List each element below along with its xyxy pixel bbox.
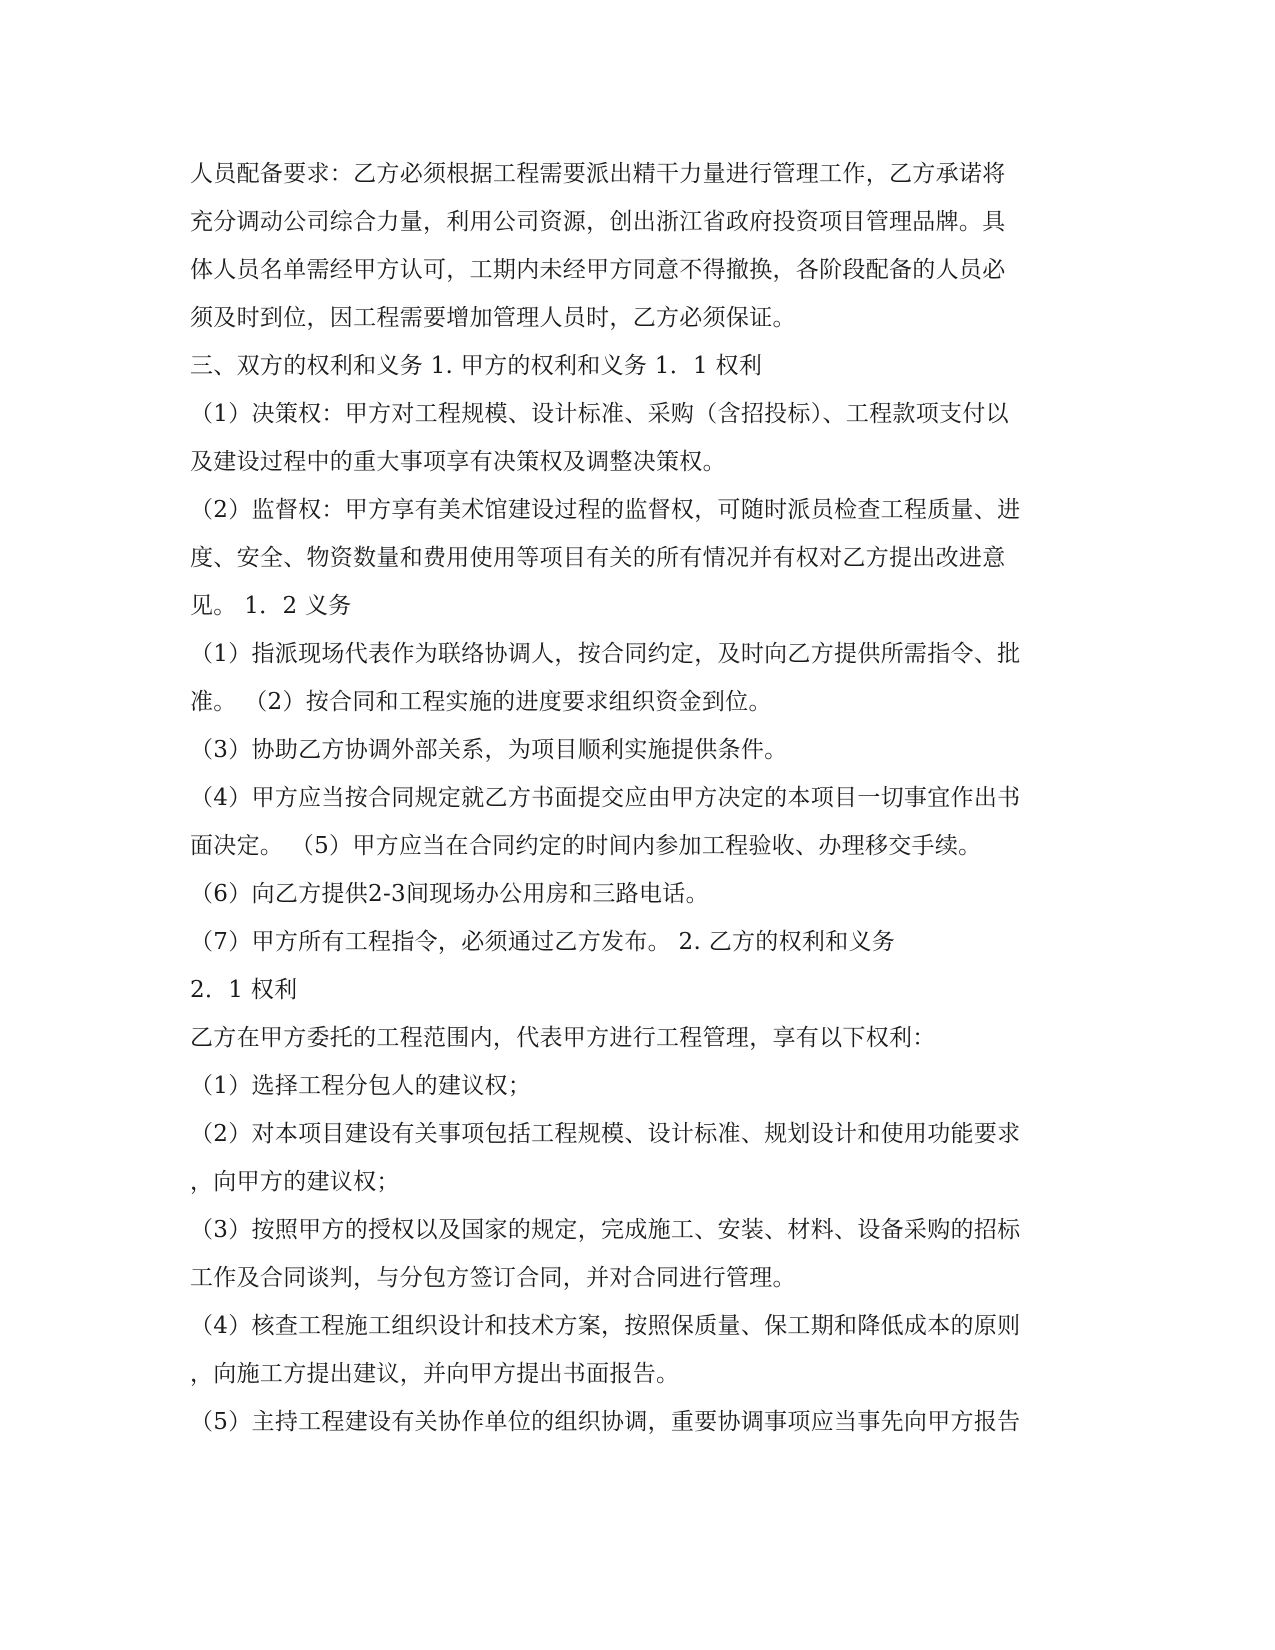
text-line: 准。 （2）按合同和工程实施的进度要求组织资金到位。 [190,689,772,715]
text-line: 工作及合同谈判，与分包方签订合同，并对合同进行管理。 [190,1265,796,1291]
text-line: （4）甲方应当按合同规定就乙方书面提交应由甲方决定的本项目一切事宜作出书 [190,785,1021,811]
text-line: （2）监督权：甲方享有美术馆建设过程的监督权，可随时派员检查工程质量、进 [190,497,1021,523]
text-line: ，向施工方提出建议，并向甲方提出书面报告。 [190,1361,680,1387]
text-line: 及建设过程中的重大事项享有决策权及调整决策权。 [190,449,726,475]
text-line: （1）决策权：甲方对工程规模、设计标准、采购（含招投标）、工程款项支付以 [190,401,1009,427]
section-heading-line: 三、双方的权利和义务 1. 甲方的权利和义务 1．1 权利 [190,353,763,379]
text-line: ，向甲方的建议权； [190,1169,400,1195]
text-line: （1）选择工程分包人的建议权； [190,1073,532,1099]
text-line: （3）协助乙方协调外部关系，为项目顺利实施提供条件。 [190,737,788,763]
document-body [190,150,1090,1446]
text-line: （2）对本项目建设有关事项包括工程规模、设计标准、规划设计和使用功能要求 [190,1121,1021,1147]
text-line: 见。 1．2 义务 [190,593,352,619]
text-line: 乙方在甲方委托的工程范围内，代表甲方进行工程管理，享有以下权利： [190,1025,936,1051]
text-line: 面决定。 （5）甲方应当在合同约定的时间内参加工程验收、办理移交手续。 [190,833,982,859]
text-line: （1）指派现场代表作为联络协调人，按合同约定，及时向乙方提供所需指令、批 [190,641,1021,667]
text-line: （7）甲方所有工程指令，必须通过乙方发布。 2. 乙方的权利和义务 [190,929,896,955]
text-line: 度、安全、物资数量和费用使用等项目有关的所有情况并有权对乙方提出改进意 [190,545,1006,571]
text-line: （4）核查工程施工组织设计和技术方案，按照保质量、保工期和降低成本的原则 [190,1313,1021,1339]
text-line: 2．1 权利 [190,977,298,1003]
text-line: 充分调动公司综合力量，利用公司资源，创出浙江省政府投资项目管理品牌。具 [190,209,1006,235]
text-line: 人员配备要求：乙方必须根据工程需要派出精干力量进行管理工作，乙方承诺将 [190,161,1006,187]
text-line: （5）主持工程建设有关协作单位的组织协调，重要协调事项应当事先向甲方报告 [190,1409,1021,1435]
text-line: （6）向乙方提供2-3间现场办公用房和三路电话。 [190,881,709,907]
text-line: 须及时到位，因工程需要增加管理人员时，乙方必须保证。 [190,305,796,331]
text-line: 体人员名单需经甲方认可，工期内未经甲方同意不得撤换，各阶段配备的人员必 [190,257,1006,283]
text-line: （3）按照甲方的授权以及国家的规定，完成施工、安装、材料、设备采购的招标 [190,1217,1021,1243]
